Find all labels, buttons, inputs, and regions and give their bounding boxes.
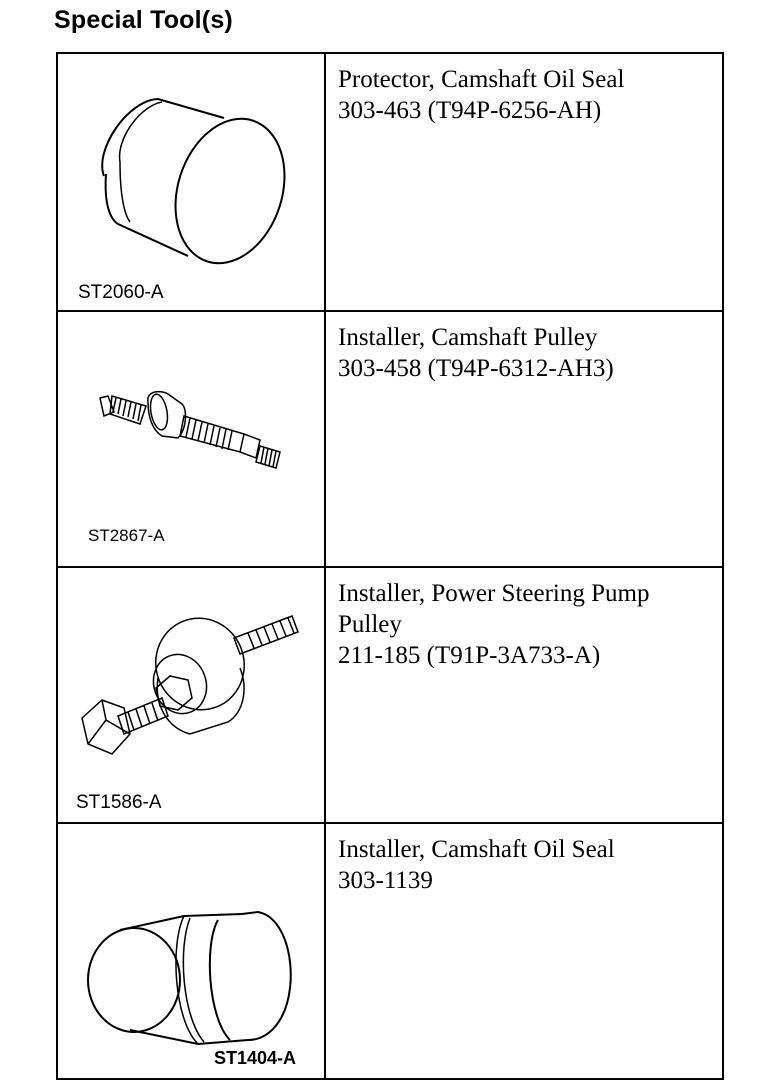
- tool-row: [58, 568, 722, 824]
- tool-image-cell: [58, 54, 326, 310]
- power-steering-pulley-installer-illustration: [58, 568, 324, 822]
- tool-image-cell: [58, 824, 326, 1078]
- tool-name: Installer, Camshaft Pulley: [338, 324, 598, 351]
- tool-description: [338, 834, 704, 896]
- camshaft-oil-seal-installer-illustration: [58, 824, 324, 1076]
- tool-part-number: 303-458 (T94P-6312-AH3): [338, 355, 614, 382]
- tool-name: Installer, Power Steering Pump Pulley: [338, 580, 650, 638]
- tool-row: [58, 312, 722, 568]
- page-title: Special Tool(s): [54, 6, 233, 34]
- tool-name: Protector, Camshaft Oil Seal: [338, 66, 625, 93]
- tool-image-cell: [58, 312, 326, 566]
- tool-row: [58, 824, 722, 1078]
- tool-description: [338, 64, 704, 126]
- tool-row: [58, 54, 722, 312]
- tool-image-code: ST1586-A: [76, 792, 162, 813]
- tool-description: [338, 578, 704, 671]
- tool-image-code: ST2060-A: [78, 282, 164, 303]
- tool-part-number: 211-185 (T91P-3A733-A): [338, 642, 601, 669]
- tool-image-cell: [58, 568, 326, 822]
- special-tools-table: [56, 52, 724, 1080]
- tool-name: Installer, Camshaft Oil Seal: [338, 836, 615, 863]
- tool-part-number: 303-1139: [338, 867, 433, 894]
- tool-image-code: ST1404-A: [214, 1048, 297, 1068]
- tool-image-code: ST2867-A: [88, 526, 165, 545]
- tool-part-number: 303-463 (T94P-6256-AH): [338, 97, 602, 124]
- camshaft-oil-seal-protector-illustration: [58, 54, 324, 310]
- tool-description: [338, 322, 704, 384]
